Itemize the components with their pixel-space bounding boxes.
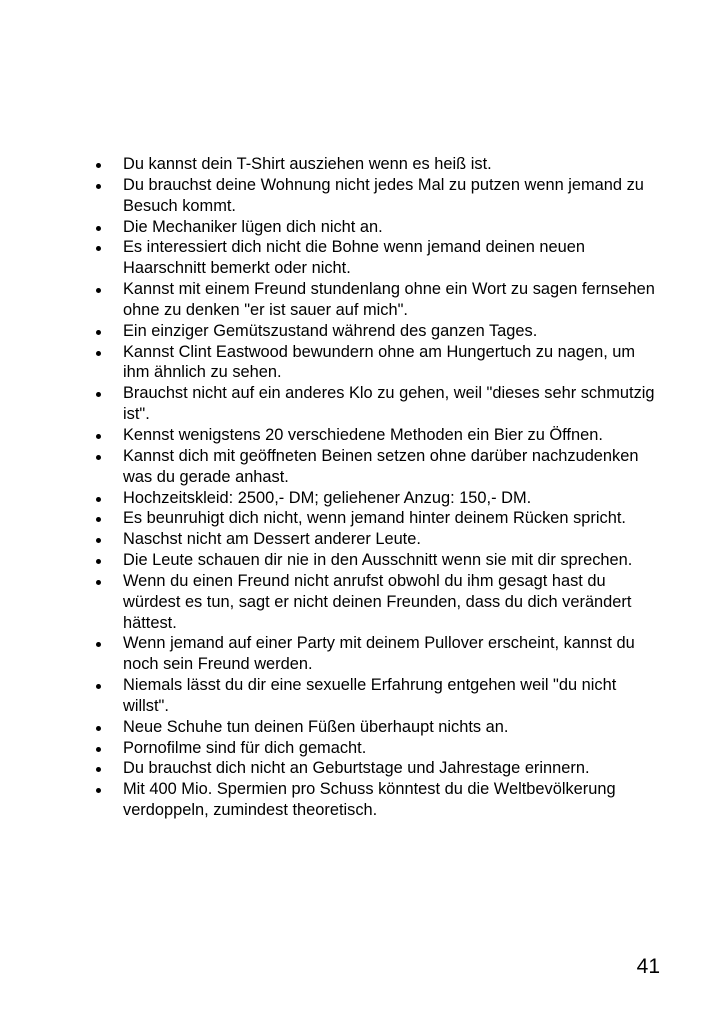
bullet-icon [96,351,101,356]
list-item [96,738,666,759]
bullet-icon [96,226,101,231]
bullet-icon [96,392,101,397]
bullet-icon [96,767,101,772]
bullet-icon [96,163,101,168]
list-item-text: Kennst wenigstens 20 verschiedene Methoden ein Bier zu Öffnen. [123,425,603,444]
bullet-icon [96,246,101,251]
list-item [96,446,666,488]
bullet-icon [96,684,101,689]
bullet-icon [96,642,101,647]
list-item [96,758,666,779]
page-number: 41 [636,955,660,978]
list-item-text: Die Mechaniker lügen dich nicht an. [123,217,383,236]
list-item [96,717,666,738]
list-item-text: Ein einziger Gemütszustand während des ganzen Tages. [123,321,538,340]
list-item-text: Es interessiert dich nicht die Bohne wenn jemand deinen neuen Haarschnitt bemerkt oder nicht. [123,238,585,278]
list-item-text: Kannst Clint Eastwood bewundern ohne am Hungertuch zu nagen, um ihm ähnlich zu sehen. [123,342,636,382]
bullet-list [96,154,666,821]
list-item-text: Mit 400 Mio. Spermien pro Schuss könntest du die Weltbevölkerung verdoppeln, zumindest theoretisch. [123,780,616,820]
bullet-icon [96,559,101,564]
list-item-text: Du kannst dein T-Shirt ausziehen wenn es heiß ist. [123,155,492,173]
list-item-text: Du brauchst dich nicht an Geburtstage und Jahrestage erinnern. [123,759,590,778]
bullet-icon [96,434,101,439]
list-item [96,675,666,717]
list-item [96,383,666,425]
list-item-text: Kannst dich mit geöffneten Beinen setzen ohne darüber nachzudenken was du gerade anhast. [123,446,639,486]
bullet-icon [96,747,101,752]
list-item-text: Wenn du einen Freund nicht anrufst obwohl du ihm gesagt hast du würdest es tun, sagt er nicht deinen Freunden, dass du dich verändert hättest. [123,571,632,632]
list-item [96,508,666,529]
list-item [96,175,666,217]
list-item-text: Wenn jemand auf einer Party mit deinem Pullover erscheint, kannst du noch sein Freund werden. [123,634,635,674]
list-item [96,154,666,175]
list-item [96,279,666,321]
list-item-text: Hochzeitskleid: 2500,- DM; geliehener Anzug: 150,- DM. [123,488,532,507]
bullet-icon [96,455,101,460]
list-item-text: Die Leute schauen dir nie in den Ausschnitt wenn sie mit dir sprechen. [123,551,633,570]
list-item [96,425,666,446]
bullet-icon [96,580,101,585]
list-item-text: Naschst nicht am Dessert anderer Leute. [123,530,421,549]
list-item [96,571,666,634]
list-item [96,342,666,384]
list-item-text: Du brauchst deine Wohnung nicht jedes Mal zu putzen wenn jemand zu Besuch kommt. [123,175,644,215]
bullet-icon [96,330,101,335]
list-item-text: Pornofilme sind für dich gemacht. [123,738,367,757]
list-item-text: Neue Schuhe tun deinen Füßen überhaupt nichts an. [123,717,509,736]
list-item [96,550,666,571]
bullet-icon [96,726,101,731]
list-item [96,633,666,675]
bullet-icon [96,538,101,543]
list-item-text: Brauchst nicht auf ein anderes Klo zu gehen, weil "dieses sehr schmutzig ist". [123,384,655,424]
bullet-icon [96,517,101,522]
list-item [96,217,666,238]
bullet-icon [96,788,101,793]
list-item-text: Kannst mit einem Freund stundenlang ohne ein Wort zu sagen fernsehen ohne zu denken "er ist sauer auf mich". [123,280,655,319]
bullet-icon [96,288,101,293]
list-item [96,529,666,550]
bullet-icon [96,497,101,502]
bullet-icon [96,184,101,189]
list-item-text: Es beunruhigt dich nicht, wenn jemand hinter deinem Rücken spricht. [123,509,626,528]
list-item [96,237,666,279]
list-item-text: Niemals lässt du dir eine sexuelle Erfahrung entgehen weil "du nicht willst". [123,676,617,715]
list-item [96,321,666,342]
list-item [96,779,666,821]
list-item [96,488,666,509]
